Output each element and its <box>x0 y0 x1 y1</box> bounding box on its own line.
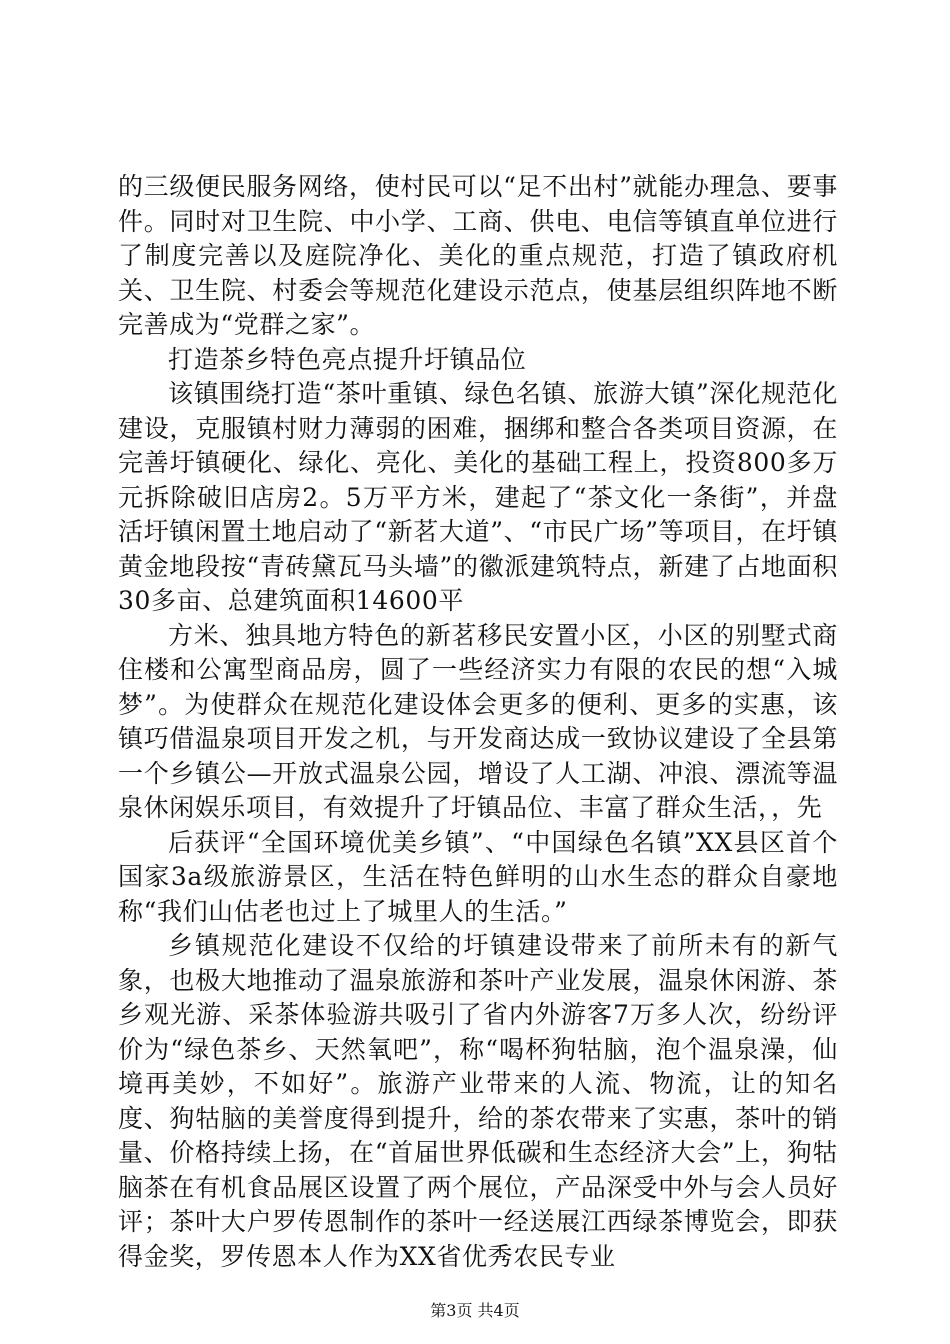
paragraph: 方米、独具地方特色的新茗移民安置小区，小区的别墅式商住楼和公寓型商品房，圆了一些经济实力有限的农民的想“入城梦”。为使群众在规范化建设体会更多的便利、更多的实惠，该镇巧借温泉项目开发之机，与开发商达成一致协议建设了全县第一个乡镇公—开放式温泉公园，增设了人工湖、冲浪、漂流等温泉休闲娱乐项目，有效提升了圩镇品位、丰富了群众生活，，先 <box>118 620 838 822</box>
document-body <box>118 170 838 1274</box>
page-footer: 第3页 共4页 <box>430 1301 520 1320</box>
paragraph: 该镇围绕打造“茶叶重镇、绿色名镇、旅游大镇”深化规范化建设，克服镇村财力薄弱的困难，捆绑和整合各类项目资源，在完善圩镇硬化、绿化、亮化、美化的基础工程上，投资800多万元拆除破旧店房2。5万平方米，建起了“茶文化一条街”，并盘活圩镇闲置土地启动了“新茗大道”、“市民广场”等项目，在圩镇黄金地段按“青砖黛瓦马头墙”的徽派建筑特点，新建了占地面积30多亩、总建筑面积14600平 <box>118 379 838 615</box>
paragraph: 乡镇规范化建设不仅给的圩镇建设带来了前所未有的新气象，也极大地推动了温泉旅游和茶叶产业发展，温泉休闲游、茶乡观光游、采茶体验游共吸引了省内外游客7万多人次，纷纷评价为“绿色茶乡、天然氧吧”，称“喝杯狗牯脑，泡个温泉澡，仙境再美妙，不如好”。旅游产业带来的人流、物流，让的知名度、狗牯脑的美誉度得到提升，给的茶农带来了实惠，茶叶的销量、价格持续上扬，在“首届世界低碳和生态经济大会”上，狗牯脑茶在有机食品展区设置了两个展位，产品深受中外与会人员好评；茶叶大户罗传恩制作的茶叶一经送展江西绿茶博览会，即获得金奖，罗传恩本人作为XX省优秀农民专业 <box>118 931 838 1271</box>
paragraph: 后获评“全国环境优美乡镇”、“中国绿色名镇”XX县区首个国家3a级旅游景区，生活在特色鲜明的山水生态的群众自豪地称“我们山估老也过上了城里人的生活。” <box>118 827 838 926</box>
section-heading: 打造茶乡特色亮点提升圩镇品位 <box>168 344 527 374</box>
paragraph: 的三级便民服务网络，使村民可以“足不出村”就能办理急、要事件。同时对卫生院、中小学、工商、供电、电信等镇直单位进行了制度完善以及庭院净化、美化的重点规范，打造了镇政府机关、卫生院、村委会等规范化建设示范点，使基层组织阵地不断完善成为“党群之家”。 <box>118 172 838 339</box>
